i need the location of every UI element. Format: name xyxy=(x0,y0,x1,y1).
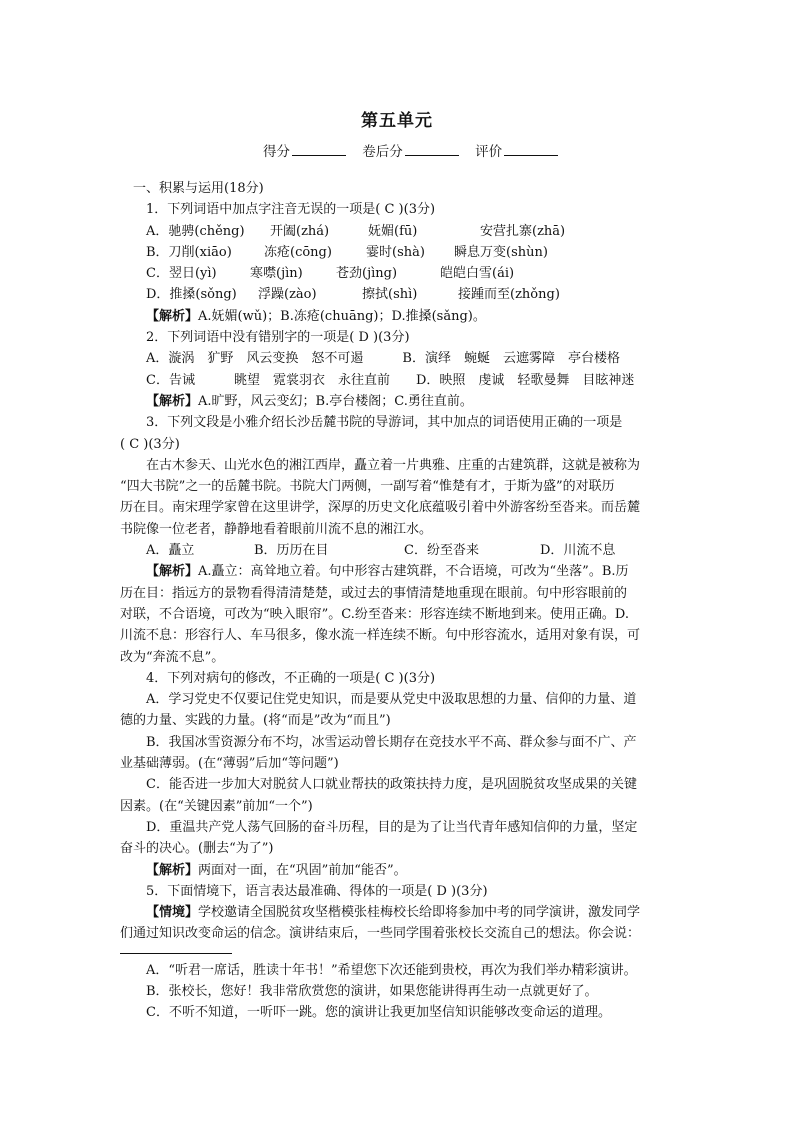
score-blank[interactable] xyxy=(292,143,346,156)
q3-passage-line: 在古木参天、山光水色的湘江西岸，矗立着一片典雅、庄重的古建筑群，这就是被称为 xyxy=(146,457,641,473)
q4-option-a-cont: 德的力量、实践的力量。(将“而是”改为“而且”) xyxy=(120,713,391,729)
q3-stem-cont: ( C )(3分) xyxy=(120,436,180,452)
score-label: 得分 xyxy=(263,144,290,160)
q5-context: 【情境】学校邀请全国脱贫攻坚楷模张桂梅校长给即将参加中考的同学演讲，激发同学 xyxy=(146,905,641,921)
q3-analysis: 【解析】A.矗立：高耸地立着。句中形容古建筑群，不合语境，可改为“坐落”。B.历 xyxy=(146,564,629,580)
q1-option-c: C．翌日(yì) 寒噤(jìn) 苍劲(jìng) 皑皑白雪(ái) xyxy=(146,266,515,282)
q4-option-c-cont: 因素。(在“关键因素”前加“一个”) xyxy=(120,798,313,814)
q1-option-a: A．驰骋(chěng) 开阖(zhá) 妩媚(fū) 安营扎寨(zhā) xyxy=(146,223,566,239)
final-score-blank[interactable] xyxy=(405,143,459,156)
q2-options-cd: C．告诫 眺望 霓裳羽衣 永往直前 D．映照 虔诚 轻歌曼舞 目眩神迷 xyxy=(146,372,635,388)
q3-passage-line: 历在目。南宋理学家曾在这里讲学，深厚的历史文化底蕴吸引着中外游客纷至沓来。而岳麓 xyxy=(120,500,641,516)
q4-stem: 4．下列对病句的修改，不正确的一项是( C )(3分) xyxy=(146,670,436,686)
q5-stem: 5．下面情境下，语言表达最准确、得体的一项是( D )(3分) xyxy=(146,883,488,899)
evaluation-blank[interactable] xyxy=(504,143,558,156)
q2-analysis: 【解析】A.旷野，风云变幻；B.亭台楼阁；C.勇往直前。 xyxy=(146,393,473,409)
q1-option-d: D．推搡(sǒng) 浮躁(zào) 擦拭(shì) 接踵而至(zhǒng) xyxy=(146,287,560,303)
q3-analysis-line: 改为“奔流不息”。 xyxy=(120,649,225,665)
q3-passage-line: 书院像一位老者，静静地看着眼前川流不息的湘江水。 xyxy=(120,521,433,537)
q5-option-c: C．不听不知道，一听吓一跳。您的演讲让我更加坚信知识能够改变命运的道理。 xyxy=(146,1005,611,1021)
q4-option-b: B．我国冰雪资源分布不均，冰雪运动曾长期存在竞技水平不高、群众参与面不广、产 xyxy=(146,734,637,750)
page-title: 第五单元 xyxy=(361,111,433,131)
q4-option-a: A．学习党史不仅要记住党史知识，而是要从党史中汲取思想的力量、信仰的力量、道 xyxy=(146,692,637,708)
footnote-divider xyxy=(120,953,232,954)
q2-options-ab: A．漩涡 犷野 风云变换 怒不可遏 B．演绎 蜿蜒 云遮雾障 亭台楼格 xyxy=(146,351,620,367)
q1-analysis: 【解析】A.妩媚(wǔ)；B.冻疮(chuāng)；D.推搡(sǎng)。 xyxy=(146,308,486,324)
q3-passage-line: “四大书院”之一的岳麓书院。书院大门两侧，一副写着“惟楚有才，于斯为盛”的对联历 xyxy=(120,479,615,495)
q4-option-c: C．能否进一步加大对脱贫人口就业帮扶的政策扶持力度，是巩固脱贫攻坚成果的关键 xyxy=(146,777,637,793)
q4-option-d-cont: 奋斗的决心。(删去“为了”) xyxy=(120,841,274,857)
q5-option-a: A．“听君一席话，胜读十年书！”希望您下次还能到贵校，再次为我们举办精彩演讲。 xyxy=(146,962,637,978)
q4-option-b-cont: 业基础薄弱。(在“薄弱”后加“等问题”) xyxy=(120,756,339,772)
q5-context-cont: 们通过知识改变命运的信念。演讲结束后，一些同学围着张校长交流自己的想法。你会说： xyxy=(120,926,641,942)
q3-analysis-line: 川流不息：形容行人、车马很多，像水流一样连续不断。句中形容流水，适用对象有误，可 xyxy=(120,628,641,644)
evaluation-label: 评价 xyxy=(475,144,503,160)
q5-option-b: B．张校长，您好！我非常欣赏您的演讲，如果您能讲得再生动一点就更好了。 xyxy=(146,983,598,999)
q3-analysis-line: 历在目：指远方的景物看得清清楚楚，或过去的事情清楚地重现在眼前。句中形容眼前的 xyxy=(120,585,628,601)
q1-stem: 1．下列词语中加点字注音无误的一项是( C )(3分) xyxy=(146,202,436,218)
final-score-label: 卷后分 xyxy=(362,144,403,160)
q2-stem: 2．下列词语中没有错别字的一项是( D )(3分) xyxy=(146,330,410,346)
q4-option-d: D．重温共产党人荡气回肠的奋斗历程，目的是为了让当代青年感知信仰的力量，坚定 xyxy=(146,819,638,835)
q1-option-b: B．刀削(xiāo) 冻疮(cōng) 霎时(shà) 瞬息万变(shùn) xyxy=(146,244,548,260)
q3-options: A．矗立 B．历历在目 C．纷至沓来 D．川流不息 xyxy=(146,543,616,559)
score-line xyxy=(263,140,570,160)
exam-content xyxy=(120,178,678,1024)
q3-analysis-line: 对联，不合语境，可改为“映入眼帘”。C.纷至沓来：形容连续不断地到来。使用正确。D. xyxy=(120,606,630,622)
q4-analysis: 【解析】两面对一面，在“巩固”前加“能否”。 xyxy=(146,862,407,878)
q3-stem: 3．下列文段是小雅介绍长沙岳麓书院的导游词，其中加点的词语使用正确的一项是 xyxy=(146,415,623,431)
section-heading: 一、积累与运用(18分) xyxy=(133,181,264,196)
